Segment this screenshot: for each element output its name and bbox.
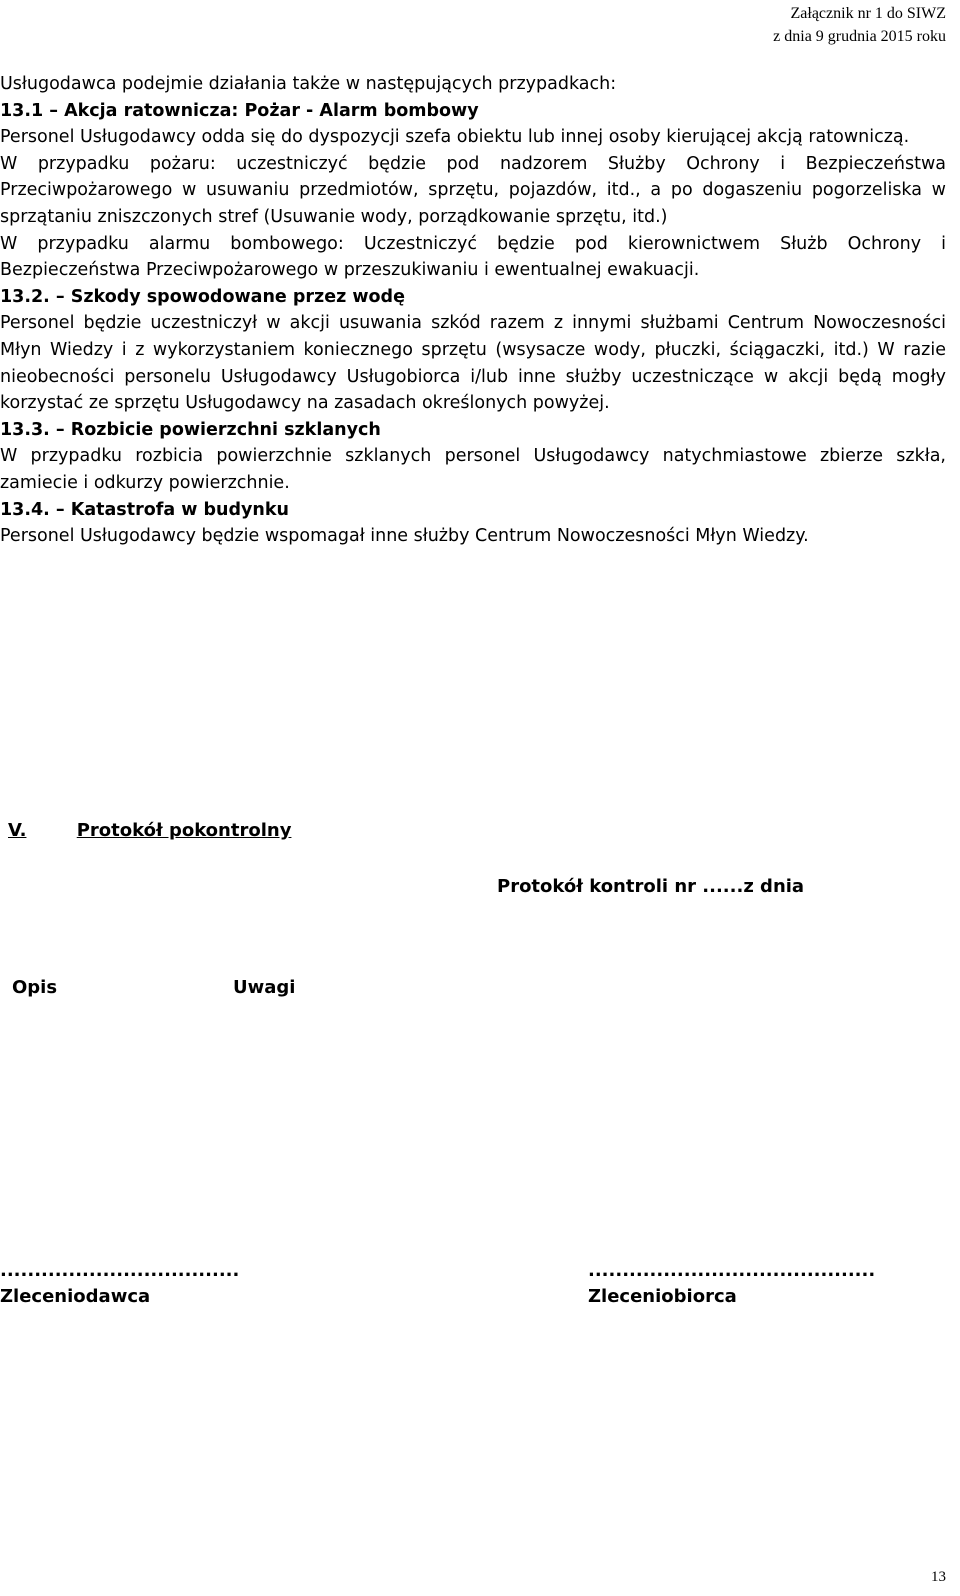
section-v-heading	[8, 820, 291, 841]
section-13-1-heading: 13.1 – Akcja ratownicza: Pożar - Alarm bombowy	[0, 100, 479, 121]
section-13-1-paragraph-1: Personel Usługodawcy odda się do dyspozycji szefa obiektu lub innej osoby kierującej akcją ratowniczą.	[0, 127, 910, 148]
page-number: 13	[931, 1569, 946, 1585]
section-13-4-heading: 13.4. – Katastrofa w budynku	[0, 499, 289, 520]
document-header	[773, 2, 946, 48]
header-date-line: z dnia 9 grudnia 2015 roku	[773, 28, 946, 45]
protocol-title: Protokół kontroli nr ......z dnia	[497, 876, 805, 897]
signature-block-client	[0, 1258, 239, 1310]
section-13-1-paragraph-2: W przypadku pożaru: uczestniczyć będzie pod nadzorem Służby Ochrony i Bezpieczeństwa Przeciwpożarowego w usuwaniu przedmiotów, sprzętu, pojazdów, itd., a po dogaszeniu pogorzeliska w sprzątaniu zniszczonych stref (Usuwanie wody, porządkowanie sprzętu, itd.)	[0, 153, 946, 227]
signature-label-contractor: Zleceniobiorca	[588, 1286, 737, 1307]
section-13-4-paragraph: Personel Usługodawcy będzie wspomagał inne służby Centrum Nowoczesności Młyn Wiedzy.	[0, 526, 809, 547]
protocol-column-opis: Opis	[12, 977, 58, 998]
section-13-1-paragraph-3: W przypadku alarmu bombowego: Uczestniczyć będzie pod kierownictwem Służb Ochrony i Bezpieczeństwa Przeciwpożarowego w przeszukiwaniu i ewentualnej ewakuacji.	[0, 233, 946, 281]
signature-label-client: Zleceniodawca	[0, 1286, 151, 1307]
signature-line-client: ...................................	[0, 1260, 240, 1281]
intro-paragraph: Usługodawca podejmie działania także w następujących przypadkach:	[0, 74, 617, 94]
signature-line-contractor: ..........................................	[588, 1260, 876, 1281]
document-body	[0, 71, 946, 550]
signature-block-contractor	[588, 1258, 875, 1310]
section-v-title: Protokół pokontrolny	[76, 820, 292, 841]
section-13-3-heading: 13.3. – Rozbicie powierzchni szklanych	[0, 419, 381, 440]
section-13-3-paragraph: W przypadku rozbicia powierzchnie szklanych personel Usługodawcy natychmiastowe zbierze szkła, zamiecie i odkurzy powierzchnie.	[0, 446, 946, 493]
section-13-2-heading: 13.2. – Szkody spowodowane przez wodę	[0, 286, 405, 307]
section-v-number: V.	[8, 820, 27, 841]
header-attachment-line: Załącznik nr 1 do SIWZ	[790, 5, 946, 22]
section-13-2-paragraph: Personel będzie uczestniczył w akcji usuwania szkód razem z innymi służbami Centrum Nowoczesności Młyn Wiedzy i z wykorzystaniem koniecznego sprzętu (wsysacze wody, płuczki, ściągaczki, itd.) W razie nieobecności personelu Usługodawcy Usługobiorca i/lub inne służby uczestniczące w akcji będą mogły korzystać ze sprzętu Usługodawcy na zasadach określonych powyżej.	[0, 313, 946, 414]
protocol-column-uwagi: Uwagi	[233, 977, 296, 998]
